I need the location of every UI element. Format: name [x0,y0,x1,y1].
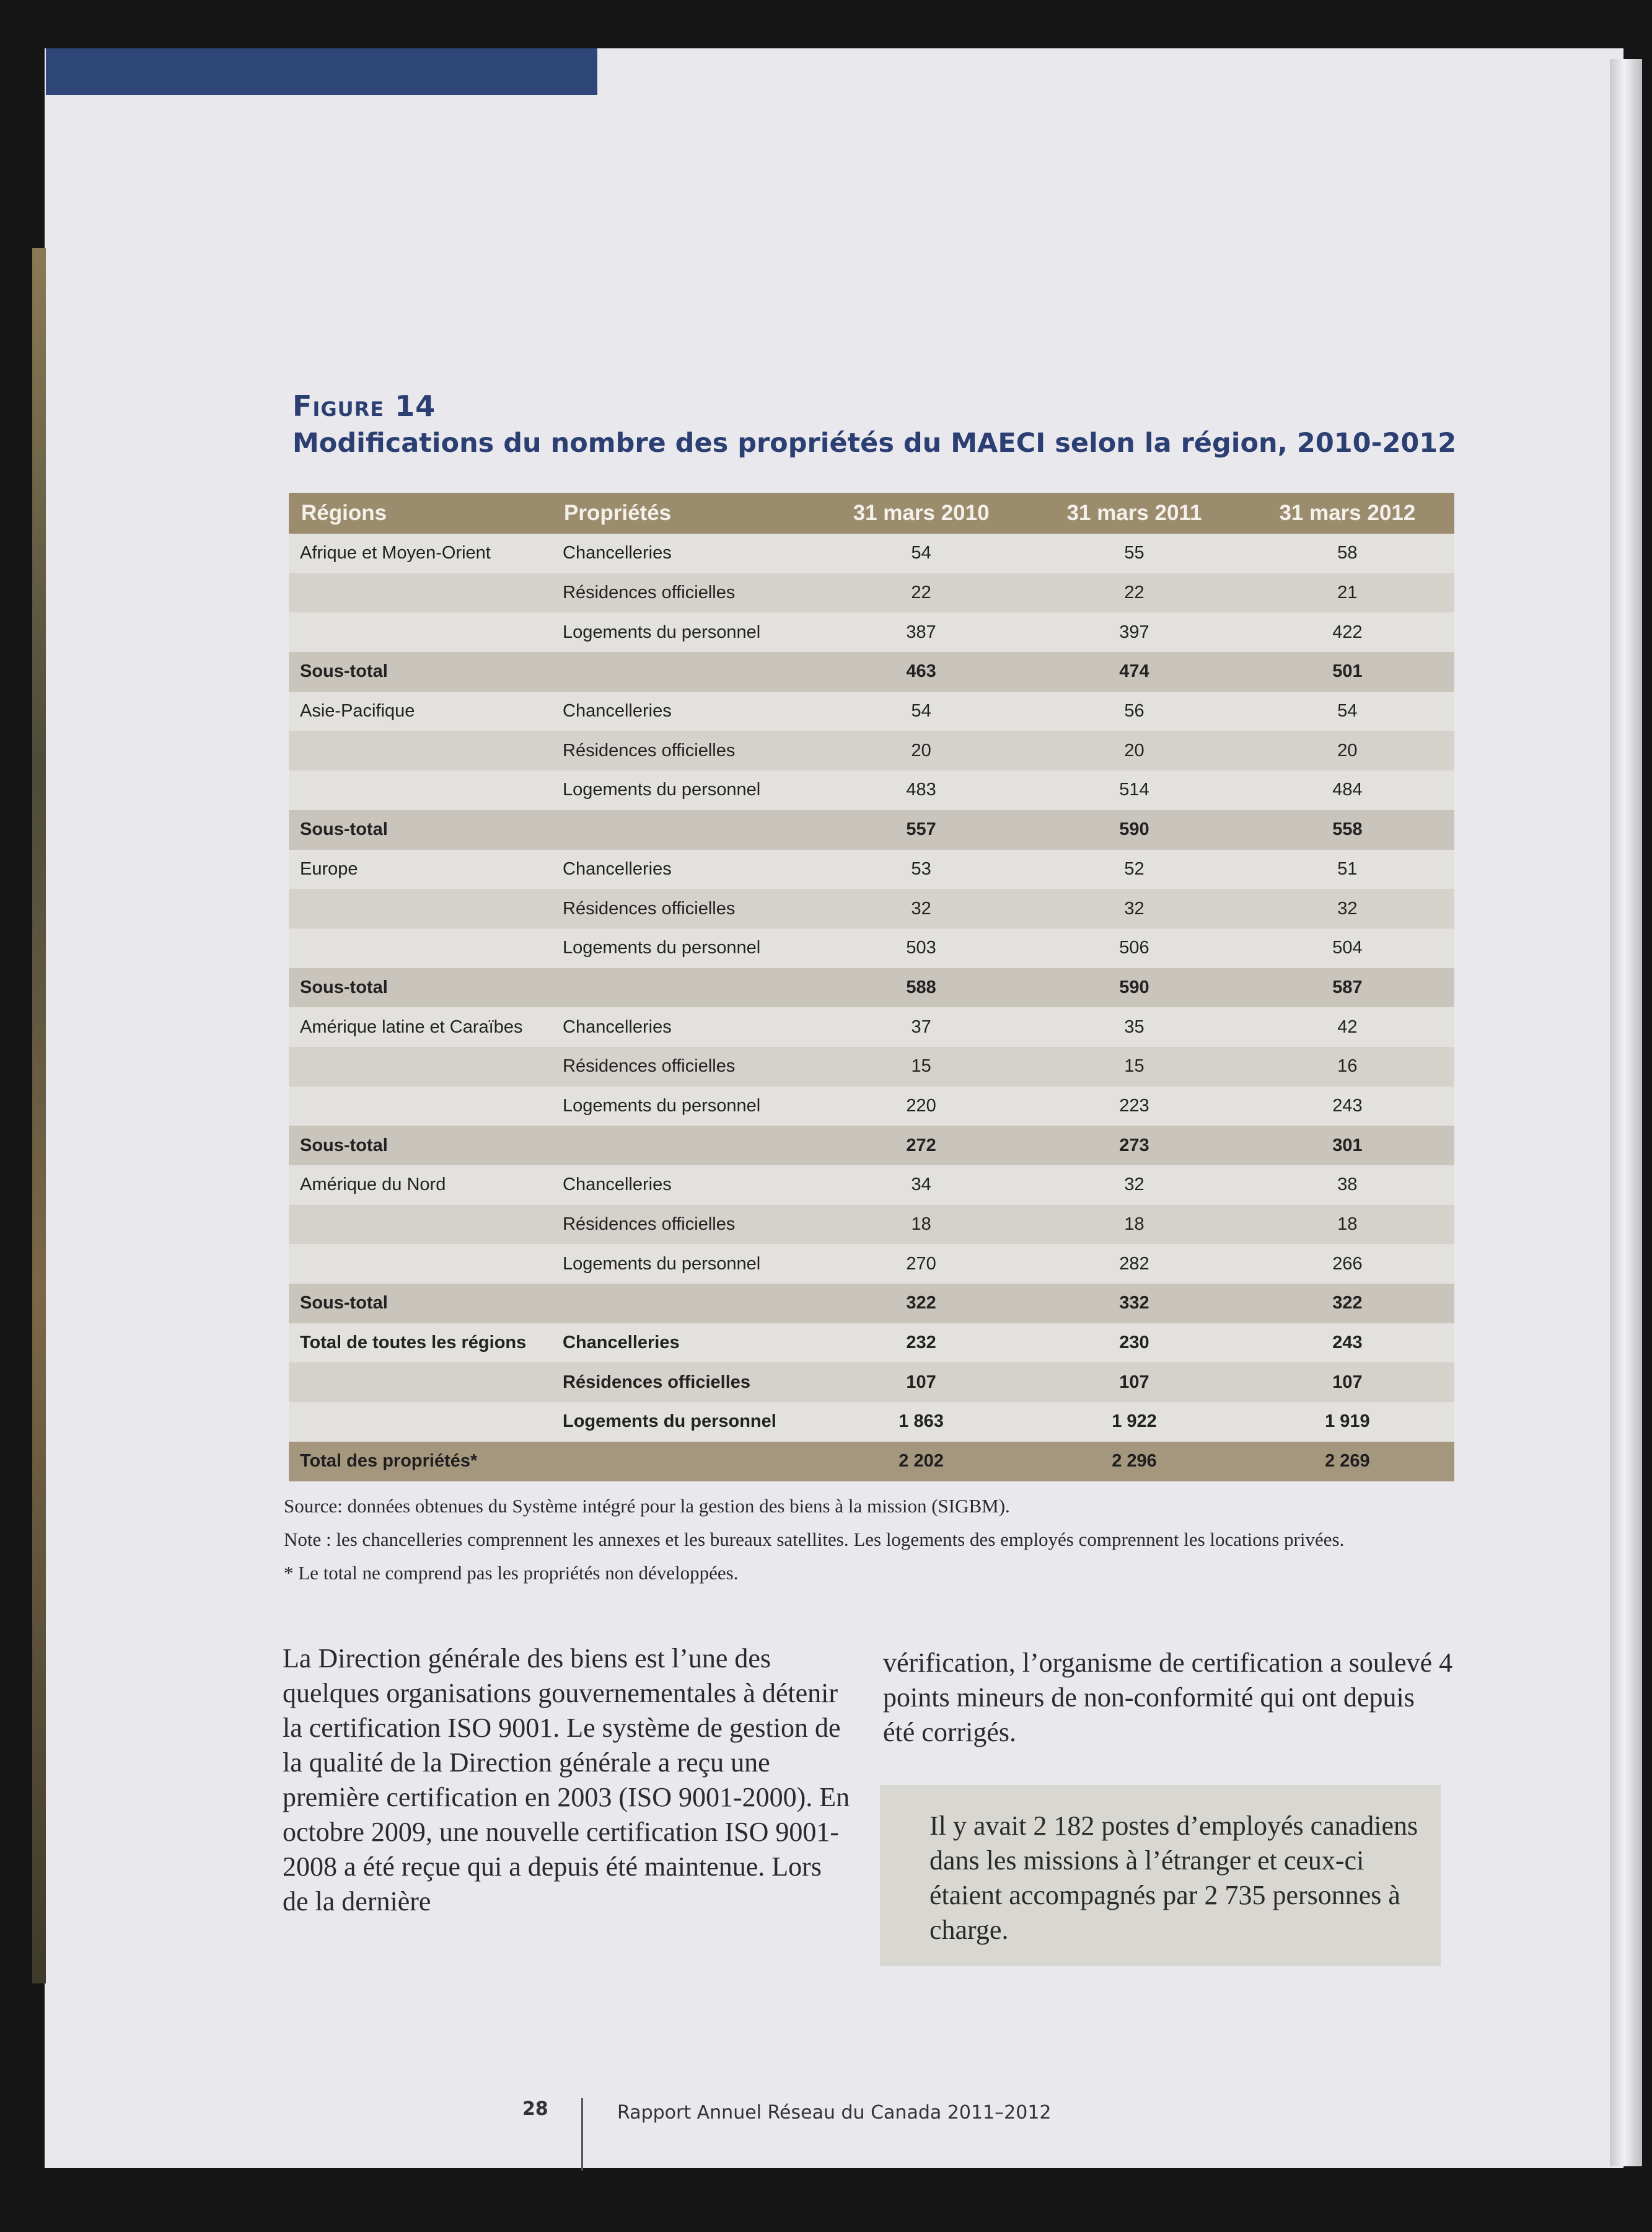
cell-2012: 58 [1241,534,1454,573]
cell-2010: 557 [814,810,1028,850]
table-row [289,929,1454,968]
cell-property: Chancelleries [551,1007,814,1047]
cell-2011: 56 [1028,692,1241,731]
table-notes [284,1495,1461,1595]
top-accent-bar [46,48,597,95]
cell-region [289,1205,551,1245]
properties-table [289,493,1454,1481]
cell-2011: 590 [1028,968,1241,1008]
cell-2010: 37 [814,1007,1028,1047]
cell-2012: 504 [1241,929,1454,968]
cell-property [551,968,814,1008]
total-row [289,1402,1454,1442]
total-row [289,1323,1454,1363]
table-body [289,534,1454,1481]
cell-property: Résidences officielles [551,1205,814,1245]
cell-2010: 272 [814,1126,1028,1165]
table-row [289,1007,1454,1047]
cell-2010: 232 [814,1323,1028,1363]
page-number: 28 [522,2098,548,2120]
cell-2012: 16 [1241,1047,1454,1087]
cell-region [289,612,551,652]
cell-2011: 474 [1028,652,1241,692]
cell-2010: 54 [814,534,1028,573]
source-note: Source: données obtenues du Système intégré pour la gestion des biens à la mission (SIGBM). [284,1495,1010,1517]
cell-2011: 230 [1028,1323,1241,1363]
cell-property [551,810,814,850]
cell-2012: 107 [1241,1362,1454,1402]
table-row [289,573,1454,613]
grand-total-row [289,1442,1454,1481]
cell-region [289,1362,551,1402]
cell-2010: 53 [814,850,1028,889]
cell-2012: 21 [1241,573,1454,613]
cell-2012: 42 [1241,1007,1454,1047]
cell-region [289,1244,551,1284]
cell-property: Logements du personnel [551,770,814,810]
cell-2012: 484 [1241,770,1454,810]
cell-2011: 52 [1028,850,1241,889]
table-row [289,850,1454,889]
cell-property: Logements du personnel [551,1402,814,1442]
cell-property [551,1284,814,1323]
table-row [289,731,1454,770]
cell-2010: 54 [814,692,1028,731]
subtotal-row [289,652,1454,692]
cell-2010: 107 [814,1362,1028,1402]
cell-property: Résidences officielles [551,573,814,613]
subtotal-row [289,810,1454,850]
footnote: * Le total ne comprend pas les propriétés non développées. [284,1562,739,1584]
cell-2010: 32 [814,889,1028,929]
cell-2012: 422 [1241,612,1454,652]
cell-region: Amérique latine et Caraïbes [289,1007,551,1047]
cell-2011: 32 [1028,1165,1241,1205]
cell-2012: 20 [1241,731,1454,770]
body-paragraph-right: vérification, l’organisme de certification a soulevé 4 points mineurs de non-conformité qui ont depuis été corrigés. [883,1648,1453,1747]
cell-2011: 273 [1028,1126,1241,1165]
cell-2011: 514 [1028,770,1241,810]
cell-2011: 282 [1028,1244,1241,1284]
cell-region: Asie-Pacifique [289,692,551,731]
table-row [289,770,1454,810]
cell-2012: 18 [1241,1205,1454,1245]
cell-2012: 243 [1241,1087,1454,1126]
table-row [289,534,1454,573]
cell-region: Sous-total [289,652,551,692]
cell-property: Chancelleries [551,1165,814,1205]
cell-property: Chancelleries [551,850,814,889]
cell-region: Total des propriétés* [289,1442,551,1481]
table-row [289,1047,1454,1087]
cell-2012: 38 [1241,1165,1454,1205]
cell-2010: 15 [814,1047,1028,1087]
cell-property [551,1442,814,1481]
cell-region [289,1087,551,1126]
cell-property: Chancelleries [551,692,814,731]
page-edge-decoration [32,248,46,1983]
cell-2010: 322 [814,1284,1028,1323]
cell-2011: 22 [1028,573,1241,613]
subtotal-row [289,1284,1454,1323]
header-regions: Régions [289,493,551,534]
table-row [289,1165,1454,1205]
body-paragraph-left: La Direction générale des biens est l’une des quelques organisations gouvernementales à détenir la certification ISO 9001. Le système de gestion de la qualité de la Direction générale a reçu une première certification en 2003 (ISO 9001-2000). En octobre 2009, une nouvelle certification ISO 9001-2008 a été reçue qui a depuis été maintenue. Lors de la dernière [283,1643,850,1917]
cell-region: Sous-total [289,1284,551,1323]
header-2010: 31 mars 2010 [814,493,1028,534]
cell-2010: 483 [814,770,1028,810]
cell-property: Résidences officielles [551,731,814,770]
cell-region [289,889,551,929]
cell-property: Résidences officielles [551,889,814,929]
cell-region [289,573,551,613]
cell-2011: 506 [1028,929,1241,968]
cell-property: Résidences officielles [551,1047,814,1087]
table-row [289,612,1454,652]
callout-text: Il y avait 2 182 postes d’employés canadiens dans les missions à l’étranger et ceux-ci étaient accompagnés par 2 735 personnes à charge. [929,1811,1418,1945]
subtotal-row [289,968,1454,1008]
cell-2010: 22 [814,573,1028,613]
cell-region [289,929,551,968]
table-row [289,1244,1454,1284]
cell-region [289,1402,551,1442]
cell-2012: 501 [1241,652,1454,692]
cell-2011: 15 [1028,1047,1241,1087]
definition-note: Note : les chancelleries comprennent les annexes et les bureaux satellites. Les logements des employés comprennent les locations privées. [284,1528,1345,1550]
cell-2012: 558 [1241,810,1454,850]
cell-property: Chancelleries [551,534,814,573]
header-2012: 31 mars 2012 [1241,493,1454,534]
table-row [289,692,1454,731]
table-header-row [289,493,1454,534]
cell-2011: 32 [1028,889,1241,929]
figure-title: Modifications du nombre des propriétés du MAECI selon la région, 2010-2012 [292,428,1457,459]
page-binding-strip [1610,59,1642,2166]
cell-2010: 18 [814,1205,1028,1245]
cell-2011: 590 [1028,810,1241,850]
cell-region: Europe [289,850,551,889]
cell-region [289,731,551,770]
footer-divider [581,2098,583,2171]
callout-box [880,1785,1441,1966]
cell-property: Logements du personnel [551,612,814,652]
cell-2011: 107 [1028,1362,1241,1402]
cell-2012: 2 269 [1241,1442,1454,1481]
cell-2012: 1 919 [1241,1402,1454,1442]
cell-2010: 34 [814,1165,1028,1205]
table-row [289,889,1454,929]
cell-2012: 54 [1241,692,1454,731]
cell-2010: 1 863 [814,1402,1028,1442]
cell-2012: 266 [1241,1244,1454,1284]
total-row [289,1362,1454,1402]
cell-2010: 588 [814,968,1028,1008]
table-row [289,1087,1454,1126]
cell-2012: 32 [1241,889,1454,929]
cell-2011: 18 [1028,1205,1241,1245]
cell-property: Logements du personnel [551,1087,814,1126]
cell-2010: 503 [814,929,1028,968]
cell-region: Sous-total [289,810,551,850]
cell-2012: 301 [1241,1126,1454,1165]
header-2011: 31 mars 2011 [1028,493,1241,534]
cell-region [289,1047,551,1087]
cell-2010: 387 [814,612,1028,652]
cell-region: Amérique du Nord [289,1165,551,1205]
cell-2010: 20 [814,731,1028,770]
cell-2011: 55 [1028,534,1241,573]
cell-2012: 243 [1241,1323,1454,1363]
figure-label: Figure 14 [292,389,436,423]
cell-region: Total de toutes les régions [289,1323,551,1363]
cell-property: Logements du personnel [551,929,814,968]
cell-region: Sous-total [289,968,551,1008]
cell-2010: 2 202 [814,1442,1028,1481]
cell-2011: 20 [1028,731,1241,770]
cell-region: Sous-total [289,1126,551,1165]
cell-property [551,1126,814,1165]
cell-2011: 332 [1028,1284,1241,1323]
footer-publication: Rapport Annuel Réseau du Canada 2011–2012 [617,2102,1052,2124]
cell-property: Résidences officielles [551,1362,814,1402]
cell-2012: 322 [1241,1284,1454,1323]
cell-2011: 223 [1028,1087,1241,1126]
cell-2011: 35 [1028,1007,1241,1047]
header-properties: Propriétés [551,493,814,534]
cell-region: Afrique et Moyen-Orient [289,534,551,573]
table-row [289,1205,1454,1245]
cell-2012: 51 [1241,850,1454,889]
cell-2010: 220 [814,1087,1028,1126]
cell-2010: 463 [814,652,1028,692]
cell-region [289,770,551,810]
cell-2011: 2 296 [1028,1442,1241,1481]
cell-2011: 1 922 [1028,1402,1241,1442]
cell-property: Chancelleries [551,1323,814,1363]
cell-2012: 587 [1241,968,1454,1008]
cell-property [551,652,814,692]
cell-property: Logements du personnel [551,1244,814,1284]
cell-2011: 397 [1028,612,1241,652]
subtotal-row [289,1126,1454,1165]
cell-2010: 270 [814,1244,1028,1284]
